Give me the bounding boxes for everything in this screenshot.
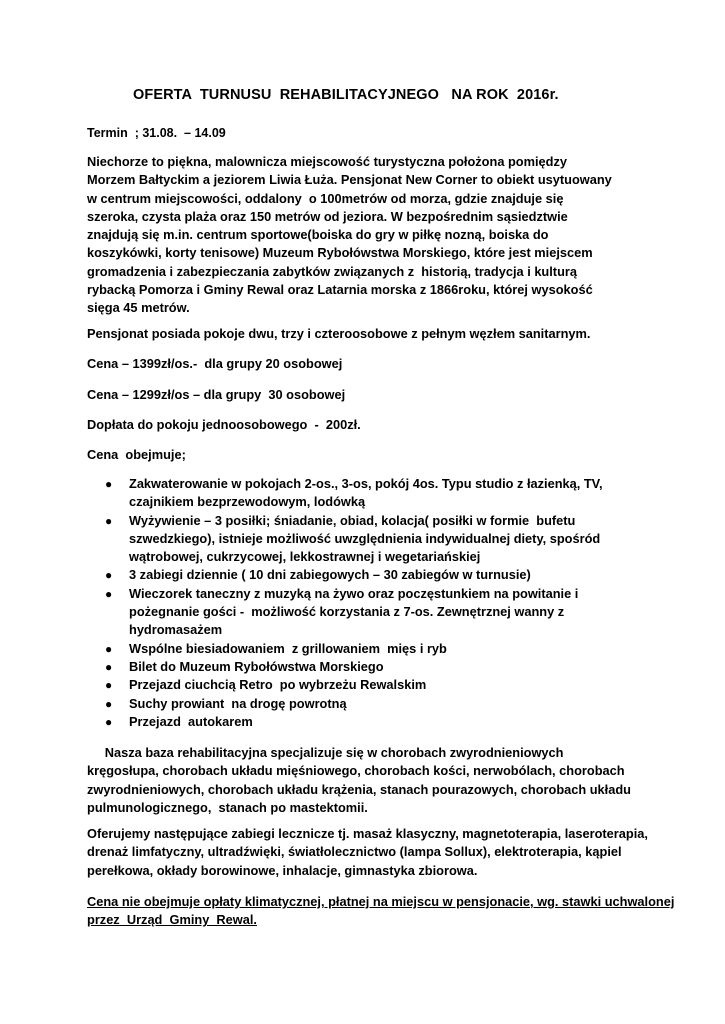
list-item-line: 3 zabiegi dziennie ( 10 dni zabiegowych – 30 zabiegów w turnusie) — [129, 567, 531, 583]
treatments-line: perełkowa, okłady borowinowe, inhalacje, gimnastyka zbiorowa. — [87, 862, 478, 878]
list-item-line: Bilet do Muzeum Rybołówstwa Morskiego — [129, 658, 384, 674]
bullet-icon: ● — [105, 586, 113, 601]
intro-line: w centrum miejscowości, oddalony o 100metrów od morza, gdzie znajduje się — [87, 190, 564, 206]
list-item-line: szwedzkiego), istnieje możliwość uwzględnienia indywidualnej diety, spośród — [129, 530, 601, 546]
list-item-line: Wieczorek taneczny z muzyką na żywo oraz poczęstunkiem na powitanie i — [129, 585, 579, 601]
list-item-line: pożegnanie gości - możliwość korzystania z 7-os. Zewnętrznej wanny z — [129, 604, 565, 620]
list-item-line: wątrobowej, cukrzycowej, lekkostrawnej i wegetariańskiej — [129, 549, 481, 565]
includes-heading — [87, 446, 186, 464]
price-group-20 — [87, 355, 342, 373]
term-dates: Termin ; 31.08. – 14.09 — [87, 126, 226, 140]
list-item — [87, 512, 603, 567]
bullet-icon: ● — [105, 513, 113, 528]
specialization-line: zwyrodnieniowych, chorobach układu krążenia, stanach pourazowych, chorobach układu — [87, 781, 631, 797]
treatments-line: drenaż limfatyczny, ultradźwięki, światłolecznictwo (lampa Sollux), elektroterapia, kąpiel — [87, 844, 622, 860]
includes-list — [87, 475, 603, 731]
list-item-line: Przejazd ciuchcią Retro po wybrzeżu Rewalskim — [129, 677, 427, 693]
specialization-line: pulmunologicznego, stanach po mastektomii. — [87, 799, 368, 815]
bullet-icon: ● — [105, 696, 113, 711]
intro-line: Niechorze to piękna, malownicza miejscowość turystyczna położona pomiędzy — [87, 154, 568, 169]
rooms-paragraph — [87, 325, 590, 343]
specialization-line: kręgosłupa, chorobach układu mięśniowego, chorobach kości, nerwobólach, chorobach — [87, 763, 625, 779]
bullet-icon: ● — [105, 568, 113, 583]
specialization-line: Nasza baza rehabilitacyjna specjalizuje się w chorobach zwyrodnieniowych — [87, 745, 564, 760]
price-group-30 — [87, 386, 345, 404]
price-exclusion-note — [87, 893, 674, 930]
intro-line: gromadzenia i zabezpieczania zabytków związanych z historią, tradycja i kulturą — [87, 263, 577, 279]
single-room-surcharge — [87, 416, 361, 434]
treatments-paragraph — [87, 825, 648, 880]
price-text: Cena – 1299zł/os – dla grupy 30 osobowej — [87, 387, 346, 402]
intro-line: rybacką Pomorza i Gminy Rewal oraz Latarnia morska z 1866roku, której wysokość — [87, 282, 593, 298]
list-item — [87, 475, 603, 512]
intro-line: koszykówki, korty tenisowe) Muzeum Rybołówstwa Morskiego, które jest miejscem — [87, 245, 593, 261]
surcharge-text: Dopłata do pokoju jednoosobowego - 200zł. — [87, 417, 361, 432]
rooms-text: Pensjonat posiada pokoje dwu, trzy i czteroosobowe z pełnym węzłem sanitarnym. — [87, 326, 591, 341]
list-item — [87, 566, 603, 584]
list-item — [87, 713, 603, 731]
note-line: przez Urząd Gminy Rewal. — [87, 912, 257, 928]
list-item — [87, 640, 603, 658]
specialization-paragraph — [87, 744, 631, 817]
list-item-line: Suchy prowiant na drogę powrotną — [129, 695, 347, 711]
list-item-line: Wyżywienie – 3 posiłki; śniadanie, obiad, kolacja( posiłki w formie bufetu — [129, 512, 576, 528]
list-item — [87, 695, 603, 713]
intro-line: sięga 45 metrów. — [87, 300, 190, 316]
list-item — [87, 658, 603, 676]
treatments-line: Oferujemy następujące zabiegi lecznicze tj. masaż klasyczny, magnetoterapia, laseroterapia, — [87, 826, 648, 841]
intro-line: znajdują się m.in. centrum sportowe(boiska do gry w piłkę nozną, boiska do — [87, 227, 549, 243]
page-title: OFERTA TURNUSU REHABILITACYJNEGO NA ROK 2016r. — [133, 87, 559, 103]
bullet-icon: ● — [105, 714, 113, 729]
price-text: Cena – 1399zł/os.- dla grupy 20 osobowej — [87, 356, 343, 371]
list-item-line: Wspólne biesiadowaniem z grillowaniem mięs i ryb — [129, 640, 447, 656]
intro-line: Morzem Bałtyckim a jeziorem Liwia Łuża. Pensjonat New Corner to obiekt usytuowany — [87, 172, 612, 188]
list-item — [87, 585, 603, 640]
list-item-line: czajnikiem bezprzewodowym, lodówką — [129, 494, 366, 510]
list-item-line: hydromasażem — [129, 622, 223, 638]
bullet-icon: ● — [105, 659, 113, 674]
intro-paragraph — [87, 153, 612, 318]
intro-line: szeroka, czysta plaża oraz 150 metrów od jeziora. W bezpośrednim sąsiedztwie — [87, 208, 568, 224]
bullet-icon: ● — [105, 678, 113, 693]
includes-heading-text: Cena obejmuje; — [87, 447, 186, 462]
list-item-line: Przejazd autokarem — [129, 713, 253, 729]
bullet-icon: ● — [105, 477, 113, 491]
list-item-line: Zakwaterowanie w pokojach 2-os., 3-os, pokój 4os. Typu studio z łazienką, TV, — [129, 476, 603, 491]
bullet-icon: ● — [105, 641, 113, 656]
note-line: Cena nie obejmuje opłaty klimatycznej, płatnej na miejscu w pensjonacie, wg. stawki uchwalonej — [87, 894, 675, 909]
list-item — [87, 676, 603, 694]
